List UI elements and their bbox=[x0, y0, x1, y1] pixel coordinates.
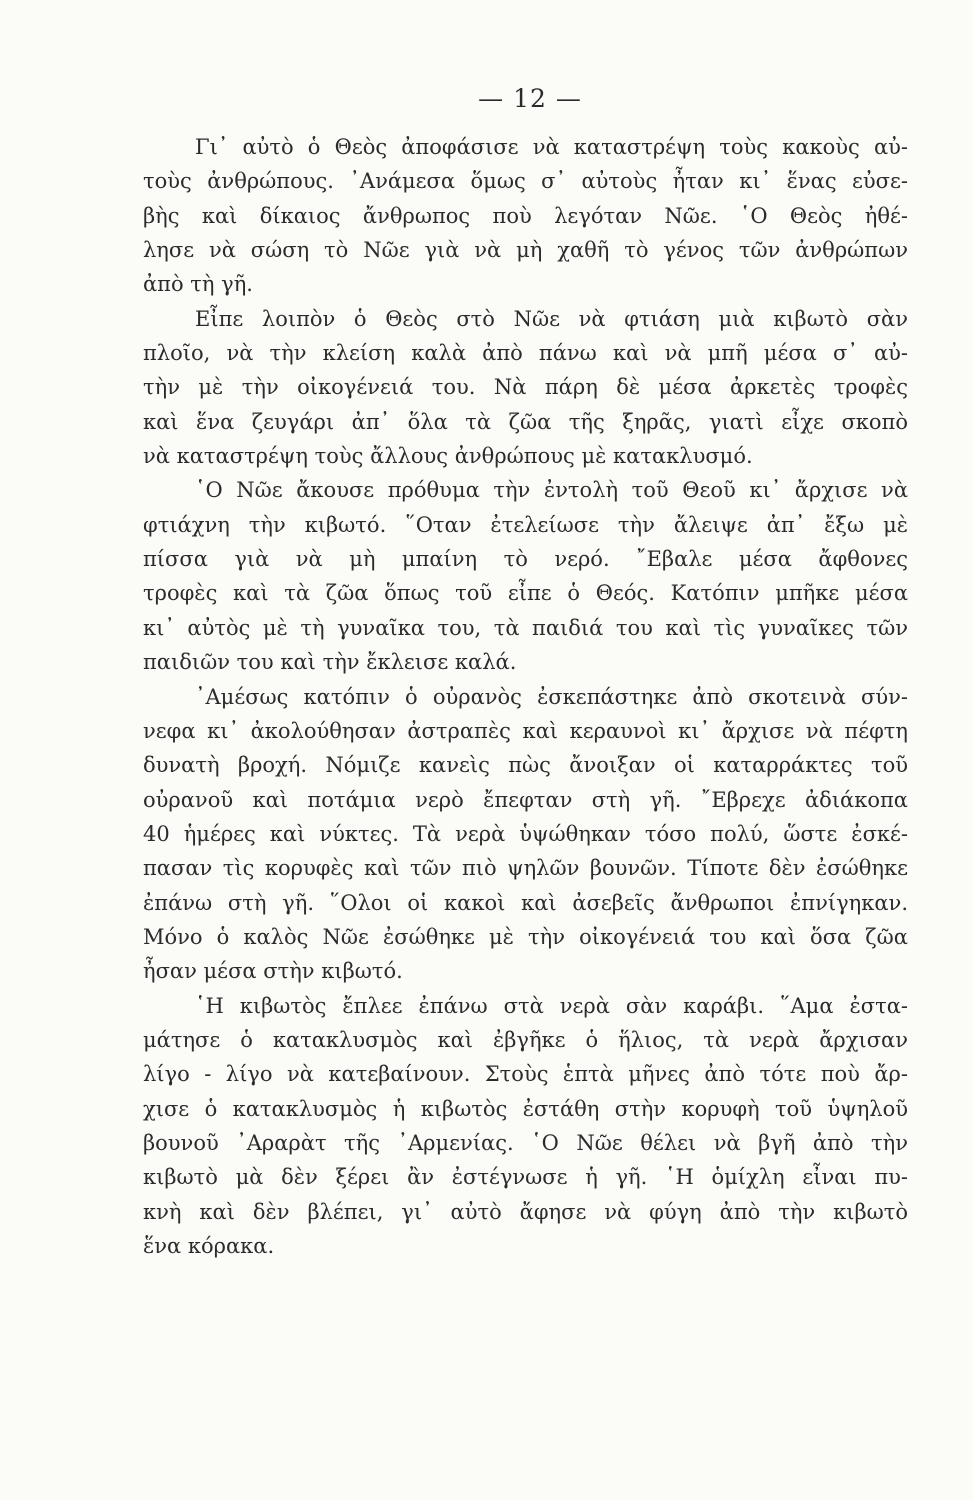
text-line: ἕνα κόρακα. bbox=[143, 1234, 275, 1258]
text-line: βουνοῦ ᾽Αραρὰτ τῆς ᾽Αρμενίας. ῾Ο Νῶε θέλει νὰ βγῆ ἀπὸ τὴν bbox=[143, 1130, 908, 1155]
text-line: ῾Η κιβωτὸς ἔπλεε ἐπάνω στὰ νερὰ σὰν καράβι. ῞Αμα ἐστα- bbox=[195, 993, 908, 1018]
text-line: παιδιῶν του καὶ τὴν ἔκλεισε καλά. bbox=[143, 650, 517, 675]
text-line: ᾽Αμέσως κατόπιν ὁ οὐρανὸς ἐσκεπάστηκε ἀπὸ σκοτεινὰ σύν- bbox=[195, 684, 908, 709]
text-line: κιβωτὸ μὰ δὲν ξέρει ἂν ἐστέγνωσε ἡ γῆ. ῾Η ὁμίχλη εἶναι πυ- bbox=[143, 1165, 908, 1190]
text-line: τὴν μὲ τὴν οἰκογένειά του. Νὰ πάρη δὲ μέσα ἀρκετὲς τροφὲς bbox=[143, 375, 908, 400]
text-line: βὴς καὶ δίκαιος ἄνθρωπος ποὺ λεγόταν Νῶε. ῾Ο Θεὸς ἠθέ- bbox=[143, 203, 908, 228]
text-line: 40 ἡμέρες καὶ νύκτες. Τὰ νερὰ ὑψώθηκαν τόσο πολύ, ὥστε ἐσκέ- bbox=[143, 821, 908, 846]
text-line: λησε νὰ σώση τὸ Νῶε γιὰ νὰ μὴ χαθῆ τὸ γένος τῶν ἀνθρώπων bbox=[143, 238, 908, 263]
text-line: νεφα κι᾽ ἀκολούθησαν ἀστραπὲς καὶ κεραυνοὶ κι᾽ ἄρχισε νὰ πέφτη bbox=[143, 718, 908, 743]
text-line: Γι᾽ αὐτὸ ὁ Θεὸς ἀποφάσισε νὰ καταστρέψη τοὺς κακοὺς αὐ- bbox=[195, 135, 908, 159]
text-line: Εἶπε λοιπὸν ὁ Θεὸς στὸ Νῶε νὰ φτιάση μιὰ κιβωτὸ σὰν bbox=[195, 306, 908, 331]
text-line: ἀπὸ τὴ γῆ. bbox=[143, 272, 253, 297]
body-text bbox=[143, 130, 908, 1263]
text-line: καὶ ἕνα ζευγάρι ἀπ᾽ ὅλα τὰ ζῶα τῆς ξηρᾶς, γιατὶ εἶχε σκοπὸ bbox=[143, 409, 908, 434]
text-line: λίγο - λίγο νὰ κατεβαίνουν. Στοὺς ἑπτὰ μῆνες ἀπὸ τότε ποὺ ἄρ- bbox=[143, 1062, 908, 1087]
text-line: ῾Ο Νῶε ἄκουσε πρόθυμα τὴν ἐντολὴ τοῦ Θεοῦ κι᾽ ἄρχισε νὰ bbox=[195, 478, 908, 503]
text-line: μάτησε ὁ κατακλυσμὸς καὶ ἐβγῆκε ὁ ἥλιος, τὰ νερὰ ἄρχισαν bbox=[143, 1027, 908, 1052]
text-line: οὐρανοῦ καὶ ποτάμια νερὸ ἔπεφταν στὴ γῆ. ῎Εβρεχε ἀδιάκοπα bbox=[143, 787, 908, 812]
text-line: νὰ καταστρέψη τοὺς ἄλλους ἀνθρώπους μὲ κατακλυσμό. bbox=[143, 444, 753, 469]
text-line: χισε ὁ κατακλυσμὸς ἡ κιβωτὸς ἐστάθη στὴν κορυφὴ τοῦ ὑψηλοῦ bbox=[143, 1096, 908, 1121]
text-line: τροφὲς καὶ τὰ ζῶα ὅπως τοῦ εἶπε ὁ Θεός. Κατόπιν μπῆκε μέσα bbox=[143, 581, 908, 606]
page-number: — 12 — bbox=[478, 84, 582, 113]
text-line: πίσσα γιὰ νὰ μὴ μπαίνη τὸ νερό. ῎Εβαλε μέσα ἄφθονες bbox=[143, 547, 908, 572]
text-line: κι᾽ αὐτὸς μὲ τὴ γυναῖκα του, τὰ παιδιά του καὶ τὶς γυναῖκες τῶν bbox=[143, 615, 908, 640]
text-line: φτιάχνη τὴν κιβωτό. ῞Οταν ἐτελείωσε τὴν ἄλειψε ἀπ᾽ ἔξω μὲ bbox=[143, 512, 908, 537]
text-line: Μόνο ὁ καλὸς Νῶε ἐσώθηκε μὲ τὴν οἰκογένειά του καὶ ὅσα ζῶα bbox=[143, 924, 908, 949]
text-line: κνὴ καὶ δὲν βλέπει, γι᾽ αὐτὸ ἄφησε νὰ φύγη ἀπὸ τὴν κιβωτὸ bbox=[143, 1199, 908, 1224]
text-line: πασαν τὶς κορυφὲς καὶ τῶν πιὸ ψηλῶν βουνῶν. Τίποτε δὲν ἐσώθηκε bbox=[143, 856, 908, 881]
text-line: τοὺς ἀνθρώπους. ᾽Ανάμεσα ὅμως σ᾽ αὐτοὺς ἦταν κι᾽ ἕνας εὐσε- bbox=[143, 169, 908, 194]
text-line: δυνατὴ βροχή. Νόμιζε κανεὶς πὼς ἄνοιξαν οἱ καταρράκτες τοῦ bbox=[143, 753, 908, 778]
text-line: ἐπάνω στὴ γῆ. ῞Ολοι οἱ κακοὶ καὶ ἀσεβεῖς ἄνθρωποι ἐπνίγηκαν. bbox=[143, 890, 908, 915]
text-line: ἦσαν μέσα στὴν κιβωτό. bbox=[143, 959, 403, 984]
text-line: πλοῖο, νὰ τὴν κλείση καλὰ ἀπὸ πάνω καὶ νὰ μπῆ μέσα σ᾽ αὐ- bbox=[143, 341, 908, 366]
